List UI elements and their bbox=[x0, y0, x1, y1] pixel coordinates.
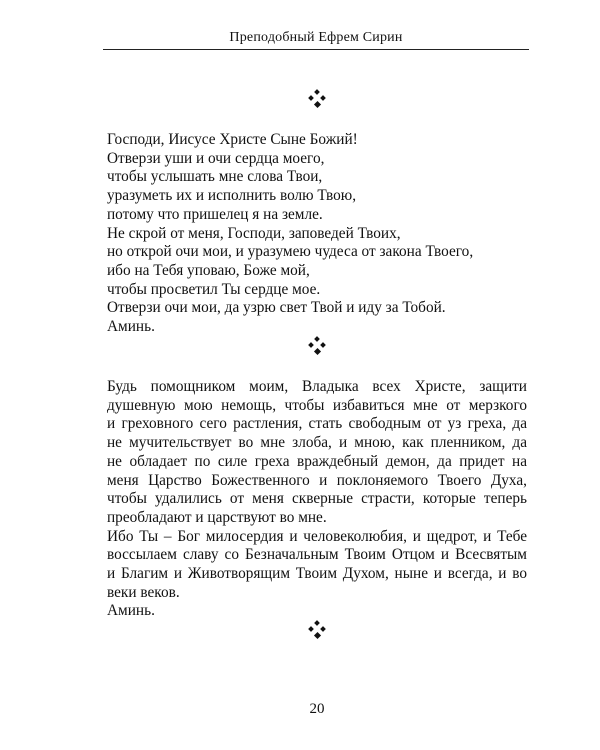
prayer-1-line: Отверзи очи мои, да узрю свет Твой и иду за Тобой. bbox=[107, 299, 446, 317]
prayer-2-line: не мучительствует во мне злоба, и мною, как пленником, да bbox=[107, 434, 527, 452]
prayer-1-line: но открой очи мои, и уразумею чудеса от закона Твоего, bbox=[107, 243, 474, 261]
prayer-1-line: Отверзи уши и очи сердца моего, bbox=[107, 149, 325, 167]
prayer-2-line: преобладают и царствуют во мне. bbox=[107, 508, 327, 526]
prayer-2-line: и греховного сего растления, стать свободным от уз греха, да bbox=[107, 415, 527, 433]
prayer-2-amen: Аминь. bbox=[107, 602, 155, 620]
prayer-2-line: веки веков. bbox=[107, 583, 180, 601]
prayer-1-line: уразуметь их и исполнить волю Твою, bbox=[107, 187, 357, 205]
running-header: Преподобный Ефрем Сирин bbox=[103, 30, 529, 50]
prayer-1-line: Господи, Иисусе Христе Сыне Божий! bbox=[107, 131, 358, 148]
prayer-1-line: чтобы услышать мне слова Твои, bbox=[107, 168, 323, 186]
prayer-2-line: меня Царство Божественного и поклоняемого Твоего Духа, bbox=[107, 471, 527, 489]
prayer-1-line: потому что пришелец я на земле. bbox=[107, 205, 323, 223]
prayer-1-amen: Аминь. bbox=[107, 318, 155, 336]
page-number: 20 bbox=[309, 701, 325, 717]
prayer-2-line: воссылаем славу со Безначальным Твоим Отцом и Всесвятым bbox=[107, 546, 527, 564]
prayer-2-line: чтобы удалились от меня скверные страсти, которые теперь bbox=[107, 490, 527, 508]
prayer-2-line: не обладает по силе греха враждебный демон, да придет на bbox=[107, 452, 527, 470]
prayer-2 bbox=[107, 378, 527, 621]
ornament-divider-icon bbox=[309, 90, 325, 106]
prayer-1 bbox=[107, 131, 527, 337]
prayer-2-line: Ибо Ты – Бог милосердия и человеколюбия, и щедрот, и Тебе bbox=[107, 527, 527, 545]
prayer-2-line: и Благим и Животворящим Твоим Духом, ныне и всегда, и во bbox=[107, 565, 527, 583]
prayer-1-line: чтобы просветил Ты сердце мое. bbox=[107, 280, 321, 298]
prayer-1-line: Не скрой от меня, Господи, заповедей Твоих, bbox=[107, 224, 401, 242]
prayer-2-line: душевную мою немощь, чтобы избавиться мне от мерзкого bbox=[107, 396, 527, 414]
ornament-divider-icon bbox=[309, 621, 325, 637]
prayer-1-line: ибо на Тебя уповаю, Боже мой, bbox=[107, 261, 310, 279]
prayer-2-line: Будь помощником моим, Владыка всех Христе, защити bbox=[107, 378, 527, 395]
ornament-divider-icon bbox=[309, 337, 325, 353]
